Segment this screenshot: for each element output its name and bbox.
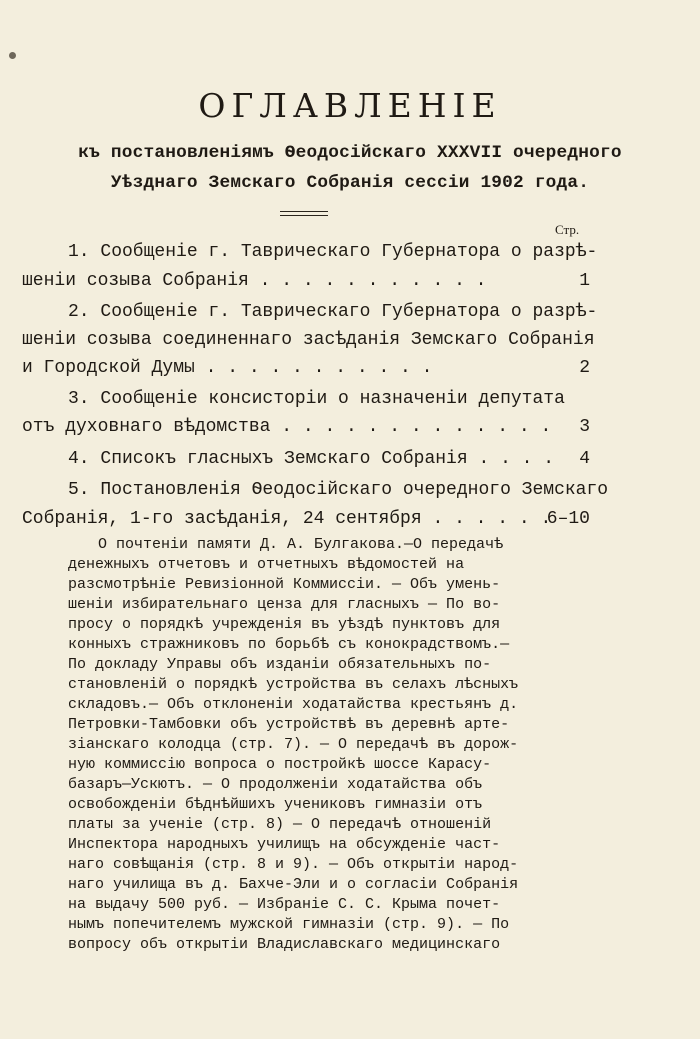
body-text-line: наго училища въ д. Бахче-Эли и о согласіи Собранія xyxy=(68,876,519,893)
subtitle-line-2: Уѣзднаго Земскаго Собранія сессіи 1902 года. xyxy=(110,173,590,193)
toc-entry-line: шеніи созыва соединеннаго засѣданія Земскаго Собранія xyxy=(22,330,595,350)
page-column-label: Стр. xyxy=(555,222,580,237)
toc-page-number: 4 xyxy=(579,449,590,469)
body-text-line: платы за ученіе (стр. 8) — О передачѣ отношеній xyxy=(68,816,492,833)
body-text-line: вопросу объ открытіи Владиславскаго медицинскаго xyxy=(68,936,501,953)
body-text-line: освобожденіи бѣднѣйшихъ учениковъ гимназіи отъ xyxy=(68,796,483,813)
body-text-line: По докладу Управы объ изданіи обязательныхъ по- xyxy=(68,656,492,673)
toc-page-number: 2 xyxy=(579,358,590,378)
title-rule xyxy=(280,211,328,212)
ink-spot xyxy=(9,52,16,59)
body-text-line: ную коммиссію вопроса о постройкѣ шоссе Карасу- xyxy=(68,756,492,773)
body-text-line: О почтеніи памяти Д. А. Булгакова.—О передачѣ xyxy=(98,536,504,553)
body-text-line: становленій о порядкѣ устройства въ селахъ лѣсныхъ xyxy=(68,676,519,693)
subtitle-line-1: къ постановленіямъ Ѳеодосійскаго XXXVII очередного xyxy=(78,143,622,163)
body-text-line: складовъ.— Объ отклоненіи ходатайства крестьянъ д. xyxy=(68,696,519,713)
body-text-line: наго совѣщанія (стр. 8 и 9). — Объ открытіи народ- xyxy=(68,856,519,873)
title-rule xyxy=(280,215,328,216)
page-title: ОГЛАВЛЕНІЕ xyxy=(198,86,502,125)
body-text-line: денежныхъ отчетовъ и отчетныхъ вѣдомостей на xyxy=(68,556,465,573)
toc-entry-line: шеніи созыва Собранія . . . . . . . . . . . xyxy=(22,271,487,291)
body-text-line: Петровки-Тамбовки объ устройствѣ въ деревнѣ арте- xyxy=(68,716,510,733)
body-text-line: конныхъ стражниковъ по борьбѣ съ конокрадствомъ.— xyxy=(68,636,510,653)
body-text-line: на выдачу 500 руб. — Избраніе С. С. Крыма почет- xyxy=(68,896,501,913)
toc-entry-line: 3. Сообщеніе консисторіи о назначеніи депутата xyxy=(68,389,565,409)
toc-entry-line: 2. Сообщеніе г. Таврическаго Губернатора о разрѣ- xyxy=(68,302,598,322)
toc-entry-line: Собранія, 1-го засѣданія, 24 сентября . . . . . . xyxy=(22,509,552,529)
toc-entry-line: отъ духовнаго вѣдомства . . . . . . . . . . . . . xyxy=(22,417,552,437)
body-text-line: Инспектора народныхъ училищъ на обсужденіе част- xyxy=(68,836,501,853)
toc-page-number: 3 xyxy=(579,417,590,437)
toc-entry-line: и Городской Думы . . . . . . . . . . . xyxy=(22,358,433,378)
toc-page-number: 6–10 xyxy=(546,509,590,529)
toc-page-number: 1 xyxy=(579,271,590,291)
toc-entry-line: 5. Постановленія Ѳеодосійскаго очередного Земскаго xyxy=(68,480,609,500)
body-text-line: зіанскаго колодца (стр. 7). — О передачѣ въ дорож- xyxy=(68,736,519,753)
toc-entry-line: 4. Списокъ гласныхъ Земскаго Собранія . . . . xyxy=(68,449,555,469)
body-text-line: нымъ попечителемъ мужской гимназіи (стр. 9). — По xyxy=(68,916,510,933)
body-text-line: просу о порядкѣ учрежденія въ уѣздѣ пунктовъ для xyxy=(68,616,501,633)
body-text-line: разсмотрѣніе Ревизіонной Коммиссіи. — Объ умень- xyxy=(68,576,501,593)
body-text-line: шеніи избирательнаго ценза для гласныхъ — По во- xyxy=(68,596,501,613)
toc-entry-line: 1. Сообщеніе г. Таврическаго Губернатора о разрѣ- xyxy=(68,242,598,262)
body-text-line: базаръ—Ускютъ. — О продолженіи ходатайства объ xyxy=(68,776,483,793)
